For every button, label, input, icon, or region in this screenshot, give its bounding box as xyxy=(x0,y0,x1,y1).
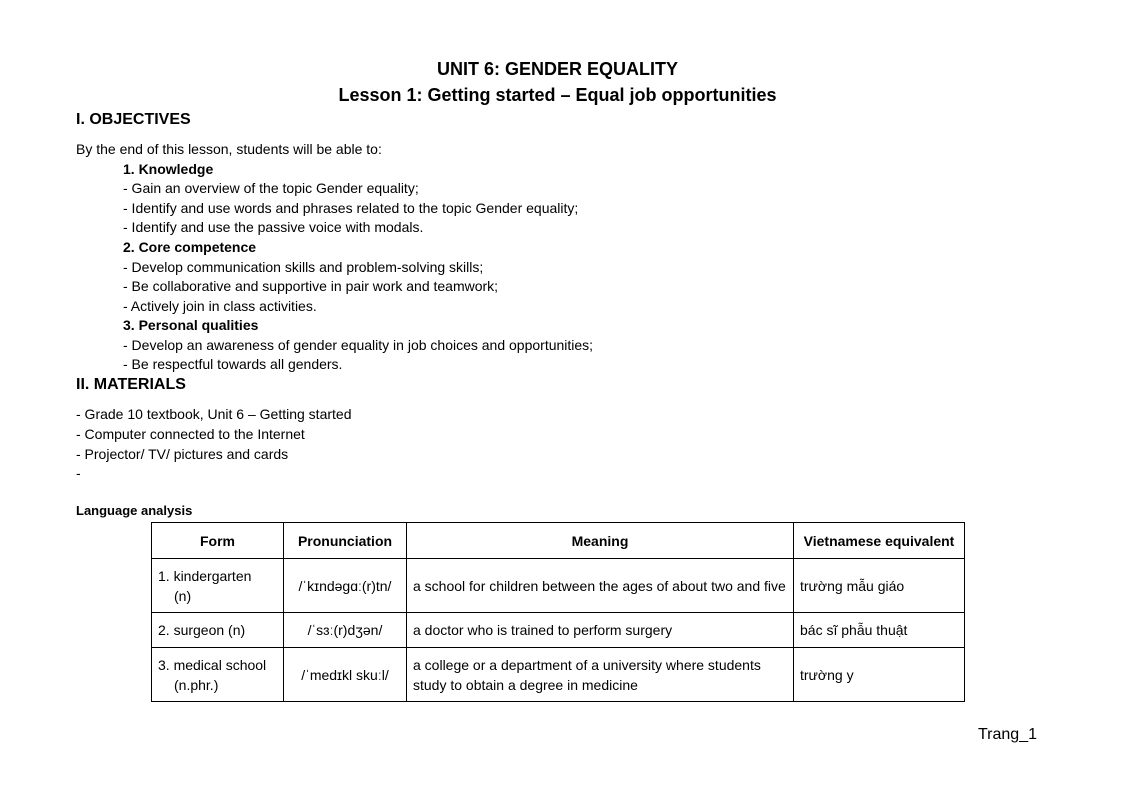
table-header-row xyxy=(152,523,965,559)
vietnamese-cell: trường mẫu giáo xyxy=(794,559,965,613)
objective-item: - Be respectful towards all genders. xyxy=(123,356,343,372)
objective-item: - Gain an overview of the topic Gender equality; xyxy=(123,180,419,196)
objective-item: - Identify and use words and phrases related to the topic Gender equality; xyxy=(123,200,579,216)
column-header-pronunciation: Pronunciation xyxy=(284,523,407,559)
pronunciation-cell: /ˈmedɪkl skuːl/ xyxy=(284,648,407,702)
table-row xyxy=(152,559,965,613)
column-header-meaning: Meaning xyxy=(407,523,794,559)
vietnamese-cell: trường y xyxy=(794,648,965,702)
form-word: 1. kindergarten xyxy=(158,567,252,584)
objectives-intro: By the end of this lesson, students will be able to: xyxy=(76,141,382,157)
form-cell xyxy=(152,613,284,648)
lesson-title: Lesson 1: Getting started – Equal job opportunities xyxy=(338,85,777,105)
vietnamese-cell: bác sĩ phẫu thuật xyxy=(794,613,965,648)
form-cell xyxy=(152,648,284,702)
language-analysis-table xyxy=(151,522,965,702)
personal-qualities-heading: 3. Personal qualities xyxy=(123,317,259,333)
form-part-of-speech: (n.phr.) xyxy=(174,676,219,693)
form-part-of-speech: (n) xyxy=(174,587,192,604)
pronunciation-cell: /ˈsɜː(r)dʒən/ xyxy=(284,613,407,648)
material-item: - Grade 10 textbook, Unit 6 – Getting started xyxy=(76,406,352,422)
column-header-vietnamese: Vietnamese equivalent xyxy=(794,523,965,559)
form-word: 2. surgeon (n) xyxy=(158,622,246,638)
material-item: - xyxy=(76,465,81,481)
objective-item: - Develop an awareness of gender equality in job choices and opportunities; xyxy=(123,337,594,353)
meaning-cell: a school for children between the ages of about two and five xyxy=(407,559,794,613)
material-item: - Computer connected to the Internet xyxy=(76,426,305,442)
objectives-heading: I. OBJECTIVES xyxy=(76,111,191,128)
meaning-cell: a doctor who is trained to perform surgery xyxy=(407,613,794,648)
core-competence-heading: 2. Core competence xyxy=(123,239,257,255)
material-item: - Projector/ TV/ pictures and cards xyxy=(76,446,289,462)
form-word: 3. medical school xyxy=(158,656,267,673)
objective-item: - Be collaborative and supportive in pair work and teamwork; xyxy=(123,278,499,294)
page-title: UNIT 6: GENDER EQUALITY xyxy=(436,59,678,79)
objective-item: - Develop communication skills and problem-solving skills; xyxy=(123,259,484,275)
table-row xyxy=(152,613,965,648)
table-row xyxy=(152,648,965,702)
materials-heading: II. MATERIALS xyxy=(76,376,186,393)
column-header-form: Form xyxy=(152,523,284,559)
knowledge-heading: 1. Knowledge xyxy=(123,161,214,177)
meaning-cell: a college or a department of a university where students study to obtain a degree in medicine xyxy=(407,648,794,702)
page-number: Trang_1 xyxy=(978,726,1037,743)
objective-item: - Identify and use the passive voice with modals. xyxy=(123,219,424,235)
objective-item: - Actively join in class activities. xyxy=(123,298,317,314)
language-analysis-label: Language analysis xyxy=(76,503,193,518)
pronunciation-cell: /ˈkɪndəɡɑː(r)tn/ xyxy=(284,559,407,613)
form-cell xyxy=(152,559,284,613)
